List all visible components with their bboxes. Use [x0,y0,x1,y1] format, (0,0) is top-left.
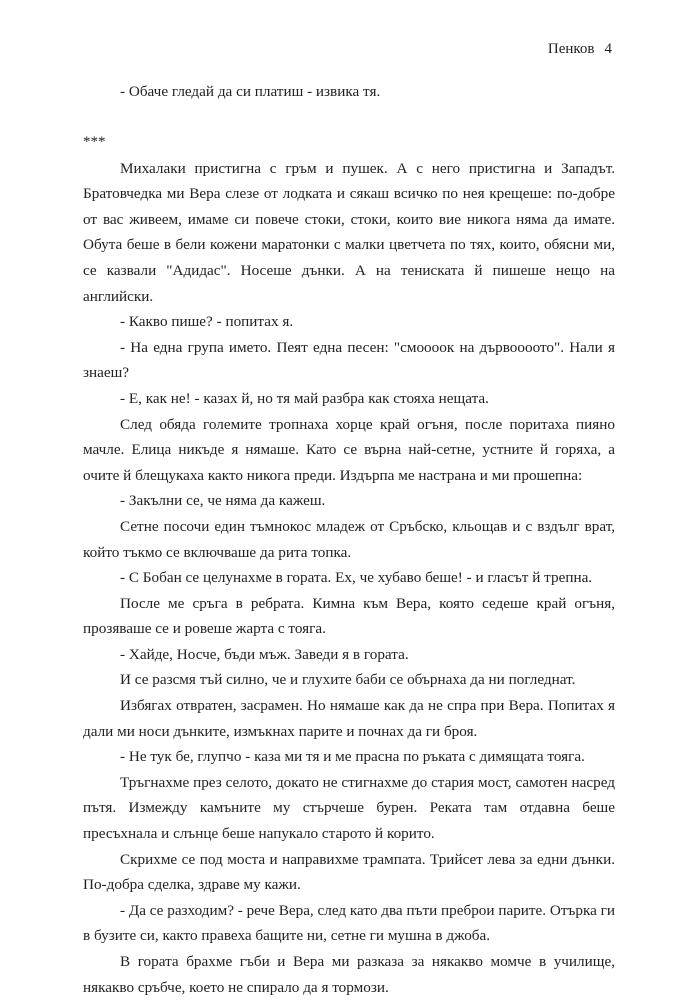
header-author: Пенков [547,41,595,57]
paragraph: - На една група името. Пеят една песен: "смоооок на дървоооото". Нали я знаеш? [83,338,615,382]
paragraph: - Да се разходим? - рече Вера, след като два пъти преброи парите. Отърка ги в бузите си, както правеха бащите ни, сетне ги мушна в джоба. [83,901,615,945]
paragraph: В гората брахме гъби и Вера ми разказа за някакво момче в училище, някакво сръбче, което не спирало да я тормози. [83,953,615,996]
paragraph: Избягах отвратен, засрамен. Но нямаше как да не спра при Вера. Попитах я дали ми носи дънките, измъкнах парите и почнах да ги броя. [83,697,615,740]
paragraph: После ме сръга в ребрата. Кимна към Вера, която седеше край огъня, прозяваше се и ровеше жарта с тояга. [83,594,615,638]
paragraph: Сетне посочи един тъмнокос младеж от Сръбско, кльощав и с вздълг врат, който тъкмо се включваше да рита топка. [83,517,615,561]
page-header [548,41,612,58]
lead-line: - Обаче гледай да си платиш - извика тя. [120,83,381,100]
paragraph: - С Бобан се целунахме в гората. Ех, че хубаво беше! - и гласът й трепна. [120,569,593,587]
paragraph: Михалаки пристигна с гръм и пушек. А с него пристигна и Западът. Братовчедка ми Вера слезе от лодката и сякаш всичко по нея крещеше: по-добре от вас живеем, имаме си повече стоки, стоки, които вие никога няма да имате. Обута беше в бели кожени маратонки с малки цветчета по тях, които, обясни ми, се казвали "Адидас". Носеше дънки. А на тениската й пишеше нещо на английски. [83,159,615,305]
paragraph: Тръгнахме през селото, докато не стигнахме до стария мост, самотен насред пътя. Измежду камъните му стърчеше бурен. Реката там отдавна беше пресъхнала и слънце беше напукало старото й корито. [83,773,615,843]
body-text [83,79,615,1000]
paragraph: - Какво пише? - попитах я. [120,313,294,331]
paragraph: И се разсмя тъй силно, че и глухите баби се обърнаха да ни погледнат. [120,671,576,689]
paragraph: След обяда големите тропнаха хорце край огъня, после поритаха пияно мачле. Елица никъде я нямаше. Като се върна най-сетне, устните й горяха, а очите й блещукаха както никога преди. Издърпа ме настрана и ми прошепна: [83,415,615,484]
paragraph: - Хайде, Носче, бъди мъж. Заведи я в гората. [120,645,409,663]
paragraph: - Не тук бе, глупчо - каза ми тя и ме прасна по ръката с димящата тояга. [120,748,585,766]
section-separator: *** [83,133,106,150]
header-page-number: 4 [604,41,612,57]
paragraph: Скрихме се под моста и направихме трампата. Трийсет лева за едни дънки. По-добра сделка, здраве му кажи. [83,850,615,894]
paragraph: - Закълни се, че няма да кажеш. [120,492,326,510]
paragraph: - Е, как не! - казах й, но тя май разбра как стояха нещата. [120,389,489,407]
